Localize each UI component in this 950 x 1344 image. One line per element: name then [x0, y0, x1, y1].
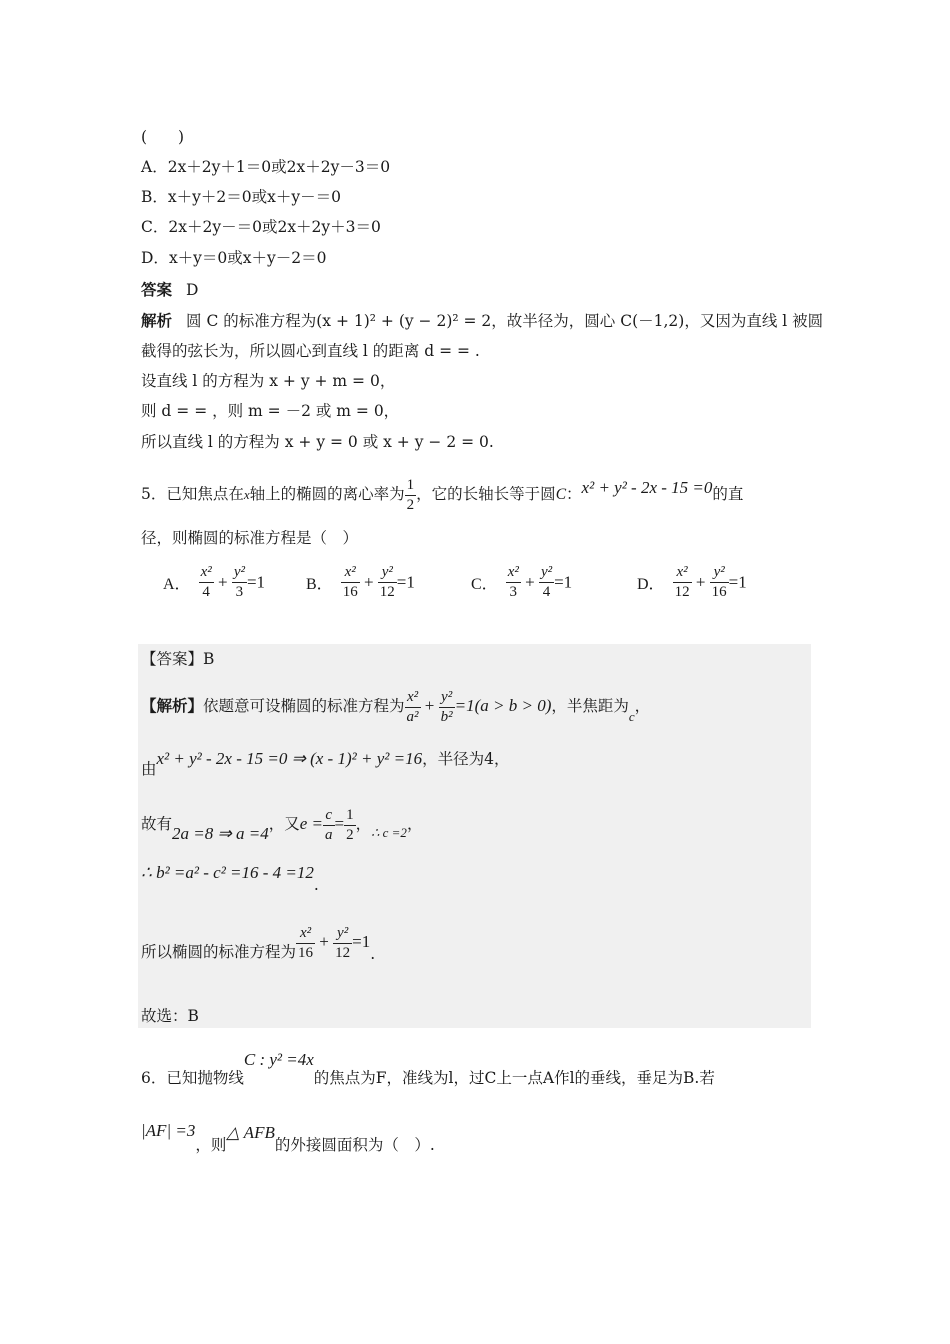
q5-analysis-line-1: 【解析】依题意可设椭圆的标准方程为 $\frac{\text{x²}}{\text{a²}}$ + $\frac{\text{y²}}{\text{b²}}$ =1(a > b > 0)，半焦距为$_c$，: [141, 688, 651, 725]
q5-stem-line-2: 径，则椭圆的标准方程是（ ）: [141, 529, 359, 547]
q5-option-c: C． $\frac{\text{x²}}{3}$ + $\frac{\text{y²}}{4}$ =1: [471, 564, 573, 600]
q4-paren: ( ): [141, 128, 185, 146]
q5-analysis-line-2: 由x² + y² - 2x - 15 =0 ⇒ (x - 1)² + y² =16，半径为4，: [141, 749, 510, 778]
q5-option-b: B． $\frac{\text{x²}}{16}$ + $\frac{\text{y²}}{12}$ =1: [306, 564, 415, 600]
q4-analysis-line-5: 所以直线 l 的方程为 x + y = 0 或 x + y − 2 = 0.: [141, 433, 494, 451]
q6-stem-line-2: |AF| =3，则△ AFB的外接圆面积为（ ）.: [141, 1121, 435, 1154]
q4-analysis-line-2: 截得的弦长为，所以圆心到直线 l 的距离 d = = .: [141, 342, 480, 360]
q4-analysis-line-1: 解析 圆 C 的标准方程为(x + 1)² + (y − 2)² = 2，故半径为，圆心 C(－1,2)，又因为直线 l 被圆: [141, 311, 824, 330]
q4-analysis-line-4: 则 d = = ，则 m = －2 或 m = 0，: [141, 402, 400, 420]
q5-analysis-line-4: ∴ b² =a² - c² =16 - 4 =12.: [141, 863, 319, 894]
q5-final-choice: 故选：B: [141, 1007, 199, 1025]
circle-equation: x² + y² - 2x - 15 =0: [581, 478, 713, 497]
q4-answer: 答案 D: [141, 280, 199, 299]
q4-option-d: D．x＋y＝0或x＋y－2＝0: [141, 249, 327, 267]
q5-analysis-line-3: 故有2a =8 ⇒ a =4，又e = $\frac{c}{a}$ = $\frac{1}{2}$ ，$_{\therefore c =2}$，: [141, 806, 423, 843]
q5-stem-line-1: 5．已知焦点在x轴上的椭圆的离心率为 $\frac{1}{2}$ ，它的长轴长等于圆C：x² + y² - 2x - 15 =0的直: [141, 476, 744, 513]
q4-option-b: B．x＋y＋2＝0或x＋y－＝0: [141, 188, 341, 206]
q4-option-c: C．2x＋2y－＝0或2x＋2y＋3＝0: [141, 218, 381, 236]
q6-stem-line-1: 6．已知抛物线C : y² =4x的焦点为F，准线为l，过C上一点A作l的垂线，垂足为B.若: [141, 1050, 715, 1087]
q4-option-a: A．2x＋2y＋1＝0或2x＋2y－3＝0: [141, 158, 391, 176]
q5-analysis-line-5: 所以椭圆的标准方程为 $\frac{\text{x²}}{16}$ + $\frac{\text{y²}}{12}$ =1.: [141, 924, 376, 963]
q5-option-a: A． $\frac{\text{x²}}{4}$ + $\frac{\text{y²}}{3}$ =1: [163, 564, 266, 600]
q5-option-d: D． $\frac{\text{x²}}{12}$ + $\frac{\text{y²}}{16}$ =1: [637, 564, 747, 600]
eccentricity-fraction: $\frac{1}{2}$: [406, 476, 415, 513]
q5-answer: 【答案】B: [141, 650, 215, 668]
q4-analysis-line-3: 设直线 l 的方程为 x + y + m = 0，: [141, 372, 396, 390]
